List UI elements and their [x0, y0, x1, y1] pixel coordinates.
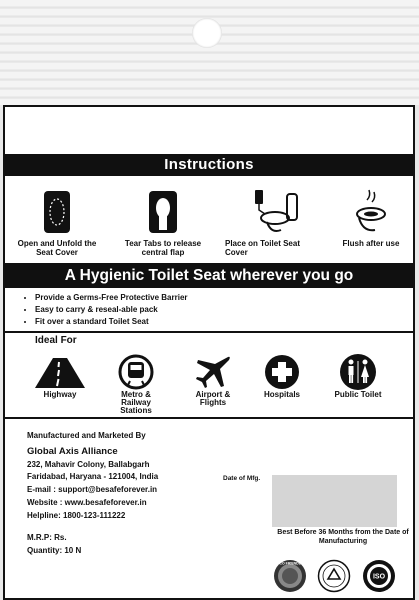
- ideal-for-section: [5, 331, 413, 419]
- flush-icon: [347, 188, 395, 236]
- step-caption: Flush after use: [342, 239, 400, 248]
- email-text: E-mail : support@besafeforever.in: [27, 485, 158, 494]
- use-label: Airport & Flights: [195, 390, 231, 407]
- step-open-unfold: [9, 185, 105, 257]
- feature-list: [23, 292, 188, 328]
- step-place-cover: [225, 185, 321, 257]
- eco-friendly-badge-icon: [273, 559, 307, 593]
- public-toilet-icon: [339, 353, 377, 391]
- unfolded-seat-cover-icon: [43, 190, 71, 234]
- highway-icon: [33, 354, 87, 390]
- tear-tabs-icon: [147, 190, 179, 234]
- use-label: Public Toilet: [334, 390, 382, 399]
- best-before-text: Best Before 36 Months from the Date of Manufacturing: [277, 529, 409, 545]
- iso-certified-badge-icon: [362, 559, 396, 593]
- company-name: Global Axis Alliance: [27, 446, 118, 457]
- use-public-toilet: [327, 353, 389, 399]
- date-of-mfg-box: [272, 475, 397, 527]
- place-cover-icon: [241, 188, 305, 236]
- step-caption: Tear Tabs to release central flap: [124, 239, 202, 257]
- date-of-mfg-label: Date of Mfg.: [223, 475, 261, 482]
- polybag-top: [0, 0, 419, 105]
- helpline-text: Helpline: 1800-123-111222: [27, 511, 126, 520]
- use-label: Metro & Railway Stations: [120, 390, 152, 415]
- use-highway: [27, 353, 93, 399]
- step-flush: [327, 185, 415, 248]
- recycle-badge-icon: [317, 559, 351, 593]
- instructions-title: Instructions: [5, 154, 413, 176]
- metro-icon: [118, 354, 154, 390]
- use-airport: [185, 353, 241, 407]
- ideal-for-title: Ideal For: [35, 335, 77, 346]
- step-tear-tabs: [113, 185, 213, 257]
- list-item: • Fit over a standard Toilet Seat: [35, 316, 188, 328]
- list-item: • Provide a Germs-Free Protective Barrier: [35, 292, 188, 304]
- address-line-2: Faridabad, Haryana - 121004, India: [27, 472, 159, 481]
- package-label: [3, 105, 415, 600]
- address-line-1: 232, Mahavir Colony, Ballabgarh: [27, 460, 150, 469]
- manufacturer-heading: Manufactured and Marketed By: [27, 431, 146, 440]
- use-label: Highway: [43, 390, 77, 399]
- hang-hole: [192, 18, 222, 48]
- website-text: Website : www.besafeforever.in: [27, 498, 147, 507]
- step-caption: Open and Unfold the Seat Cover: [17, 239, 97, 257]
- hospital-cross-icon: [264, 354, 300, 390]
- step-caption: Place on Toilet Seat Cover: [225, 239, 300, 257]
- use-hospital: [257, 353, 307, 399]
- airplane-icon: [194, 354, 232, 390]
- mrp-text: M.R.P: Rs.: [27, 533, 67, 542]
- badge-text: ECO FRIENDLY: [277, 561, 303, 566]
- list-item: • Easy to carry & reseal-able pack: [35, 304, 188, 316]
- badge-text: ISO: [372, 573, 386, 581]
- use-label: Hospitals: [263, 390, 300, 399]
- use-metro: [109, 353, 163, 415]
- tagline: A Hygienic Toilet Seat wherever you go: [5, 263, 413, 288]
- quantity-text: Quantity: 10 N: [27, 546, 82, 555]
